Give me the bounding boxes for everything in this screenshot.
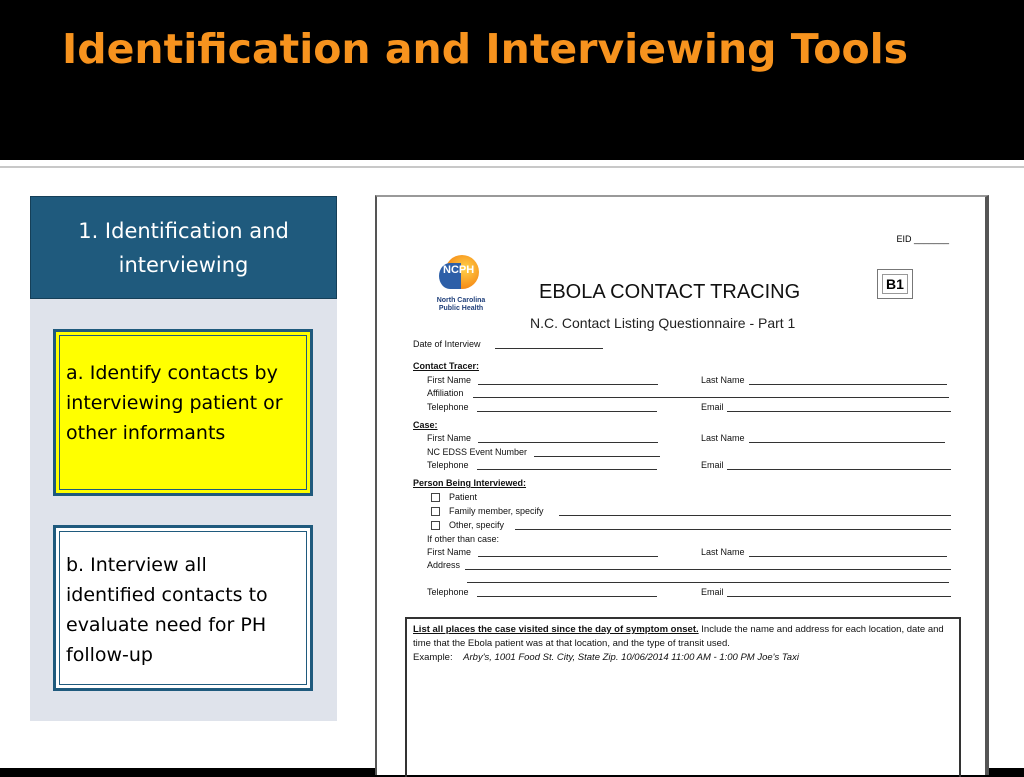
slide-title: Identification and Interviewing Tools — [62, 25, 909, 73]
case-telephone-label: Telephone — [427, 460, 469, 470]
affiliation-label: Affiliation — [427, 388, 464, 398]
address-label: Address — [427, 560, 461, 570]
other-last-name-label: Last Name — [701, 547, 745, 557]
if-other-label: If other than case: — [427, 534, 500, 544]
other-specify-line — [515, 529, 951, 530]
option-family-label: Family member, specify — [449, 506, 544, 516]
person-interviewed-heading: Person Being Interviewed: — [413, 478, 527, 488]
logo-text: NCPH — [443, 264, 475, 276]
other-telephone-line — [477, 596, 657, 597]
panel-header: 1. Identification and interviewing — [30, 196, 337, 299]
form-badge-text: B1 — [882, 274, 908, 294]
eid-label: EID _______ — [896, 234, 949, 244]
other-first-name-line — [478, 556, 658, 557]
tracer-last-name-label: Last Name — [701, 375, 745, 385]
case-telephone-line — [477, 469, 657, 470]
form-title: EBOLA CONTACT TRACING — [539, 281, 801, 303]
date-of-interview-label: Date of Interview — [413, 339, 481, 349]
tracer-first-name-label: First Name — [427, 375, 472, 385]
slide-body — [0, 160, 1024, 768]
card-interview-contacts — [53, 525, 313, 691]
other-first-name-label: First Name — [427, 547, 472, 557]
example-value: Arby's, 1001 Food St. City, State Zip. 10/06/2014 11:00 AM - 1:00 PM Joe's Taxi — [463, 652, 799, 663]
places-rest: Include the name and address for each location, date and time that the Ebola patient was at that location, and the type of transit used. — [413, 624, 944, 649]
card-interview-contacts-text: b. Interview all identified contacts to evaluate need for PH follow-up — [59, 531, 307, 685]
option-patient[interactable] — [431, 492, 477, 502]
form-badge — [877, 269, 913, 299]
case-last-name-label: Last Name — [701, 433, 745, 443]
logo-caption-line1: North Carolina — [436, 297, 486, 304]
option-patient-label: Patient — [449, 492, 478, 502]
divider — [0, 166, 1024, 168]
places-visited-box — [405, 617, 961, 777]
option-other-label: Other, specify — [449, 520, 505, 530]
other-email-line — [727, 596, 951, 597]
checkbox-icon[interactable] — [431, 521, 440, 530]
tracer-telephone-line — [477, 411, 657, 412]
card-identify-contacts-text: a. Identify contacts by interviewing patient or other informants — [59, 335, 307, 490]
family-specify-line — [559, 515, 951, 516]
date-line — [495, 348, 603, 349]
case-first-name-label: First Name — [427, 433, 472, 443]
ncph-logo — [427, 255, 487, 315]
other-last-name-line — [749, 556, 947, 557]
other-telephone-label: Telephone — [427, 587, 469, 597]
nc-edss-line — [534, 456, 660, 457]
tracer-telephone-label: Telephone — [427, 402, 469, 412]
case-heading: Case: — [413, 420, 438, 430]
case-email-label: Email — [701, 460, 724, 470]
card-identify-contacts — [53, 329, 313, 496]
left-panel — [30, 196, 337, 721]
nc-edss-label: NC EDSS Event Number — [427, 447, 528, 457]
case-first-name-line — [478, 442, 658, 443]
form-subtitle: N.C. Contact Listing Questionnaire - Part 1 — [530, 315, 796, 331]
affiliation-line — [473, 397, 949, 398]
tracer-last-name-line — [749, 384, 947, 385]
example-label: Example: — [413, 652, 453, 663]
address-line-1 — [465, 569, 951, 570]
checkbox-icon[interactable] — [431, 493, 440, 502]
contact-tracing-form-image — [375, 195, 989, 775]
option-other[interactable] — [431, 520, 504, 530]
logo-caption — [427, 297, 495, 313]
tracer-first-name-line — [478, 384, 658, 385]
logo-caption-line2: Public Health — [438, 305, 484, 312]
other-email-label: Email — [701, 587, 724, 597]
places-instructions — [413, 623, 953, 665]
case-last-name-line — [749, 442, 945, 443]
tracer-email-line — [727, 411, 951, 412]
tracer-email-label: Email — [701, 402, 724, 412]
contact-tracer-heading: Contact Tracer: — [413, 361, 480, 371]
case-email-line — [727, 469, 951, 470]
checkbox-icon[interactable] — [431, 507, 440, 516]
places-heading: List all places the case visited since the day of symptom onset. — [413, 624, 699, 635]
option-family[interactable] — [431, 506, 544, 516]
address-line-2 — [467, 582, 949, 583]
